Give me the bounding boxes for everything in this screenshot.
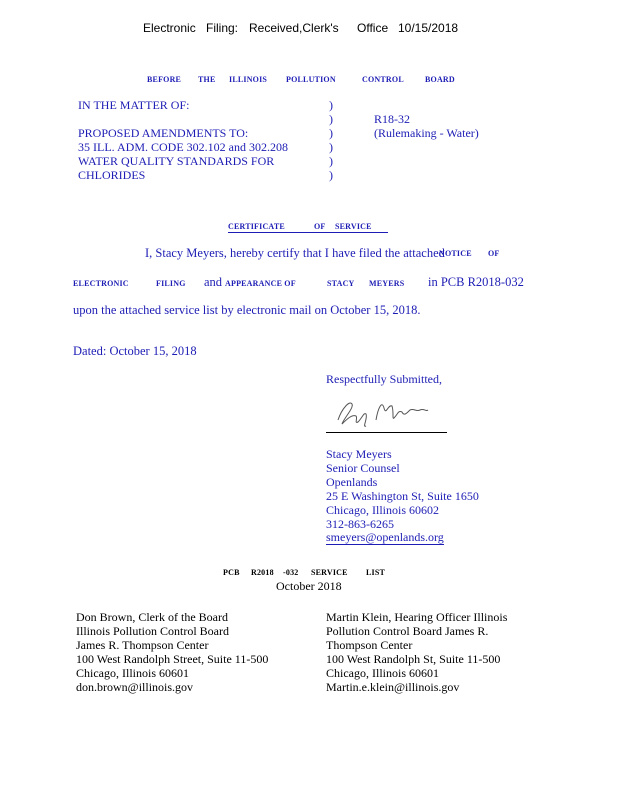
board-title-the: THE bbox=[198, 75, 216, 84]
signature-line bbox=[326, 432, 447, 433]
paren-3: ) bbox=[329, 126, 333, 140]
paren-1: ) bbox=[329, 98, 333, 112]
stacy-word: STACY bbox=[327, 279, 355, 288]
service-list-title-032: -032 bbox=[283, 568, 299, 577]
pcb-reference: in PCB R2018-032 bbox=[428, 275, 524, 289]
board-title-illinois: ILLINOIS bbox=[229, 75, 268, 84]
handwritten-signature bbox=[332, 390, 432, 430]
signer-org: Openlands bbox=[326, 475, 378, 489]
service-list-title-service: SERVICE bbox=[311, 568, 348, 577]
signer-phone: 312-863-6265 bbox=[326, 517, 394, 531]
matter-line-1: IN THE MATTER OF: bbox=[78, 98, 190, 112]
signer-address-2: Chicago, Illinois 60602 bbox=[326, 503, 439, 517]
signer-name: Stacy Meyers bbox=[326, 447, 392, 461]
certificate-title-underline bbox=[228, 232, 388, 233]
board-title-board: BOARD bbox=[425, 75, 455, 84]
service-list-date: October 2018 bbox=[276, 579, 342, 593]
header-filing: Filing: bbox=[206, 21, 239, 35]
matter-line-5: CHLORIDES bbox=[78, 168, 146, 182]
signer-address-1: 25 E Washington St, Suite 1650 bbox=[326, 489, 479, 503]
left-col-line-2: Illinois Pollution Control Board bbox=[76, 624, 230, 638]
appearance-word: APPEARANCE OF bbox=[225, 279, 296, 288]
matter-line-2: PROPOSED AMENDMENTS TO: bbox=[78, 126, 249, 140]
closing: Respectfully Submitted, bbox=[326, 372, 442, 386]
and-word: and bbox=[204, 275, 223, 289]
right-col-line-5: Chicago, Illinois 60601 bbox=[326, 666, 439, 680]
paren-4: ) bbox=[329, 140, 333, 154]
filing-word: FILING bbox=[156, 279, 186, 288]
signer-email[interactable]: smeyers@openlands.org bbox=[326, 530, 444, 544]
matter-line-3: 35 ILL. ADM. CODE 302.102 and 302.208 bbox=[78, 140, 288, 154]
paren-2: ) bbox=[329, 112, 333, 126]
paren-6: ) bbox=[329, 168, 333, 182]
case-type: (Rulemaking - Water) bbox=[374, 126, 479, 140]
header-date: 10/15/2018 bbox=[398, 21, 459, 35]
left-col-line-5: Chicago, Illinois 60601 bbox=[76, 666, 189, 680]
right-col-line-2: Pollution Control Board James R. bbox=[326, 624, 489, 638]
paren-5: ) bbox=[329, 154, 333, 168]
certify-line-3: upon the attached service list by electronic mail on October 15, 2018. bbox=[73, 303, 421, 317]
header-office: Office bbox=[357, 21, 389, 35]
right-col-line-6: Martin.e.klein@illinois.gov bbox=[326, 680, 460, 694]
board-title-before: BEFORE bbox=[147, 75, 182, 84]
certificate-title-word-1: CERTIFICATE bbox=[228, 222, 285, 231]
left-col-line-4: 100 West Randolph Street, Suite 11-500 bbox=[76, 652, 269, 666]
matter-line-4: WATER QUALITY STANDARDS FOR bbox=[78, 154, 275, 168]
right-col-line-1: Martin Klein, Hearing Officer Illinois bbox=[326, 610, 508, 624]
of-word: OF bbox=[488, 249, 500, 258]
meyers-word: MEYERS bbox=[369, 279, 405, 288]
dated-line: Dated: October 15, 2018 bbox=[73, 344, 197, 358]
certificate-title-word-2: OF bbox=[314, 222, 326, 231]
header-electronic: Electronic bbox=[143, 21, 196, 35]
certify-line-1: I, Stacy Meyers, hereby certify that I have filed the attached bbox=[145, 246, 445, 260]
notice-word: NOTICE bbox=[439, 249, 472, 258]
right-col-line-3: Thompson Center bbox=[326, 638, 413, 652]
left-col-line-1: Don Brown, Clerk of the Board bbox=[76, 610, 228, 624]
board-title-pollution: POLLUTION bbox=[286, 75, 336, 84]
service-list-title-pcb: PCB bbox=[223, 568, 240, 577]
service-list-title-list: LIST bbox=[366, 568, 386, 577]
electronic-word: ELECTRONIC bbox=[73, 279, 129, 288]
header-received: Received,Clerk's bbox=[249, 21, 339, 35]
left-col-line-3: James R. Thompson Center bbox=[76, 638, 209, 652]
case-number: R18-32 bbox=[374, 112, 410, 126]
signer-title: Senior Counsel bbox=[326, 461, 400, 475]
board-title-control: CONTROL bbox=[362, 75, 404, 84]
left-col-line-6: don.brown@illinois.gov bbox=[76, 680, 194, 694]
right-col-line-4: 100 West Randolph St, Suite 11-500 bbox=[326, 652, 501, 666]
service-list-title-r2018: R2018 bbox=[251, 568, 274, 577]
certificate-title-word-3: SERVICE bbox=[335, 222, 372, 231]
